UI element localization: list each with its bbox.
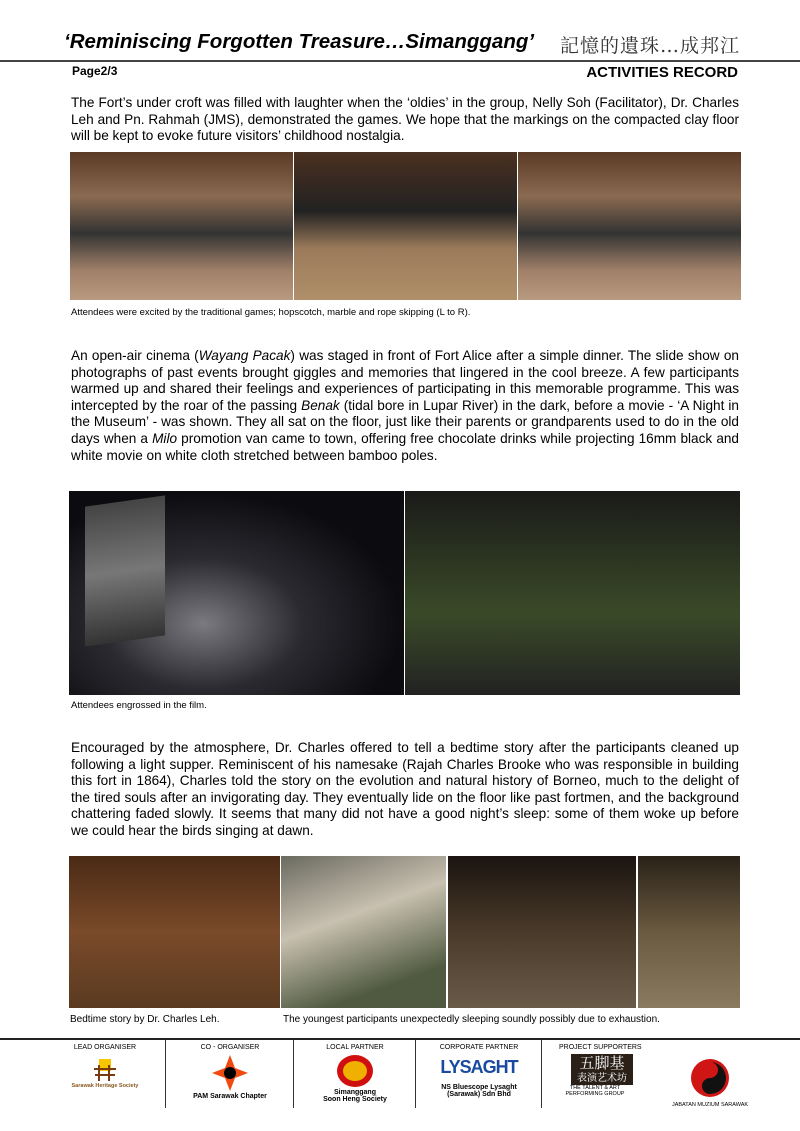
photo-sleeping-3 bbox=[638, 856, 740, 1008]
photo-sleeping-2 bbox=[448, 856, 636, 1008]
co-organiser: CO - ORGANISER PAM Sarawak Chapter bbox=[193, 1044, 267, 1100]
paragraph-games: The Fort’s under croft was filled with laughter when the ‘oldies’ in the group, Nelly Soh (Facilitator), Dr. Charles Leh and Pn. Rahmah (JMS), demonstrated the games. We hope that the markings on the compacted clay floor will be kept to evoke future visitors’ childhood nostalgia. bbox=[71, 95, 739, 144]
header-divider bbox=[0, 60, 800, 62]
photo-hopscotch bbox=[70, 152, 293, 300]
projection-screen bbox=[85, 495, 165, 646]
photo-open-air-cinema bbox=[69, 491, 404, 695]
pam-logo bbox=[212, 1055, 248, 1091]
lysaght-logo: LYSAGHT bbox=[440, 1057, 518, 1077]
photo-rope-skipping bbox=[518, 152, 741, 300]
photo-bedtime-story bbox=[69, 856, 280, 1008]
muzium-logo bbox=[690, 1058, 730, 1098]
soon-heng-logo bbox=[336, 1055, 374, 1087]
talent-art-logo: 五脚基 表演艺术坊 bbox=[571, 1054, 633, 1085]
section-title: ACTIVITIES RECORD bbox=[586, 64, 738, 81]
caption-sleep: The youngest participants unexpectedly sleeping soundly possibly due to exhaustion. bbox=[283, 1014, 660, 1025]
lead-organiser: LEAD ORGANISER Sarawak Heritage Society bbox=[71, 1044, 139, 1089]
document-title: ‘Reminiscing Forgotten Treasure…Simanggang’ bbox=[64, 30, 535, 53]
project-supporters: PROJECT SUPPORTERS 五脚基 表演艺术坊 THE TALENT & ART PERFORMING GROUP bbox=[559, 1044, 642, 1097]
page-number: Page2/3 bbox=[72, 64, 118, 78]
footer-divider bbox=[0, 1038, 800, 1040]
chinese-title: 記憶的遺珠…成邦江 bbox=[560, 35, 741, 57]
paragraph-bedtime: Encouraged by the atmosphere, Dr. Charles offered to tell a bedtime story after the participants cleaned up following a light supper. Reminiscent of his namesake (Rajah Charles Brooke who was responsible in building this fort in 1864), Charles told the story on the evolution and natural history of Borneo, much to the delight of the tired souls after an invigorating day. They eventually lide on the floor like past fortmen, and the background chattering faded slowly. It seems that many did not have a good night’s sleep: some of them woke up before we could hear the birds singing at dawn. bbox=[71, 740, 739, 838]
local-partner: LOCAL PARTNER Simanggang Soon Heng Society bbox=[323, 1044, 387, 1103]
photo-marbles bbox=[294, 152, 517, 300]
corporate-partner: CORPORATE PARTNER LYSAGHT NS Bluescope Lysaght (Sarawak) Sdn Bhd bbox=[418, 1044, 540, 1108]
photo-sleeping-1 bbox=[281, 856, 446, 1008]
caption-games: Attendees were excited by the traditional games; hopscotch, marble and rope skipping (L to R). bbox=[71, 307, 471, 318]
photo-audience-under-tree bbox=[405, 491, 740, 695]
museum-supporter: JABATAN MUZIUM SARAWAK bbox=[660, 1044, 760, 1108]
paragraph-cinema: An open-air cinema (Wayang Pacak) was staged in front of Fort Alice after a simple dinner. The slide show on photographs of past events brought giggles and memories that lingered in the cool breeze. A few participants warmed up and shared their feelings and experiences of participating in this memorable programme. This was intercepted by the roar of the passing Benak (tidal bore in Lupar River) in the dark, before a movie - ‘A Night in the Museum’ - was shown. They all sat on the floor, just like their parents or grandparents used to do in the old days when a Milo promotion van came to town, offering free chocolate drinks while projecting 16mm black and white movie on white cloth stretched between bamboo poles. bbox=[71, 348, 739, 463]
sarawak-heritage-logo bbox=[90, 1055, 120, 1081]
caption-film: Attendees engrossed in the film. bbox=[71, 700, 207, 711]
caption-story: Bedtime story by Dr. Charles Leh. bbox=[70, 1014, 220, 1025]
